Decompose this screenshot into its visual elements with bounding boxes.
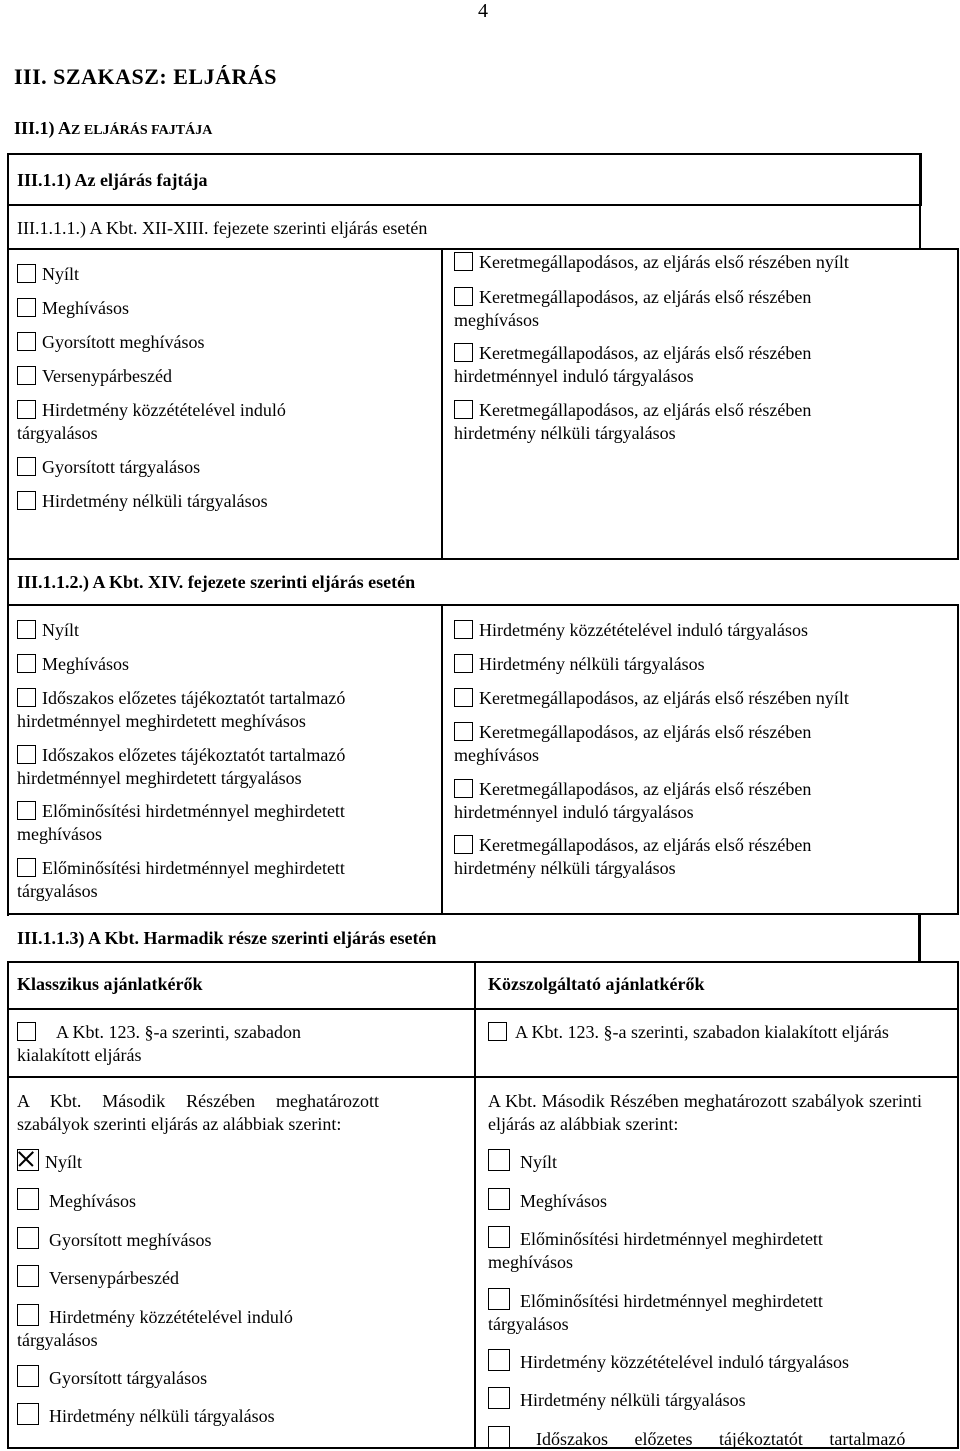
left-second-part-text: A Kbt. Második Részében meghatározott szabályok szerinti eljárás az alábbiak szerint: (17, 1091, 379, 1134)
right-list-item[interactable]: Hirdetmény közzétételével induló tárgyalásos (488, 1349, 849, 1374)
subsection-title: III.1) AZ ELJÁRÁS FAJTÁJA (14, 118, 213, 138)
checkbox-icon[interactable] (488, 1426, 510, 1448)
checkbox-icon[interactable] (17, 1265, 39, 1287)
checkbox-icon[interactable] (488, 1188, 510, 1210)
checkbox-icon[interactable] (454, 287, 473, 306)
checkbox-icon[interactable] (454, 779, 473, 798)
checkbox-icon[interactable] (488, 1288, 510, 1310)
right-list-item[interactable]: Nyílt (488, 1149, 557, 1174)
checkbox-icon[interactable] (454, 400, 473, 419)
checkbox-icon[interactable] (488, 1387, 510, 1409)
s1112-right-item[interactable]: Hirdetmény közzétételével induló tárgyalásos (454, 619, 808, 642)
checkbox-icon[interactable] (17, 1304, 39, 1326)
s1111-right-item[interactable]: Keretmegállapodásos, az eljárás első részében nyílt (454, 251, 849, 274)
left-list-item[interactable]: Hirdetmény közzétételével induló tárgyalásos (17, 1304, 293, 1352)
checkbox-icon[interactable] (17, 264, 36, 283)
s1112-left-item[interactable]: Időszakos előzetes tájékoztatót tartalmazó hirdetménnyel meghirdetett meghívásos (17, 688, 346, 731)
checkbox-icon[interactable] (17, 1365, 39, 1387)
checkbox-icon[interactable] (17, 1188, 39, 1210)
checkbox-icon[interactable] (17, 491, 36, 510)
s1112-right-item[interactable]: Keretmegállapodásos, az eljárás első részében hirdetménnyel induló tárgyalásos (454, 779, 812, 822)
checkbox-icon[interactable] (17, 620, 36, 639)
s111-title: III.1.1) Az eljárás fajtája (17, 170, 208, 190)
s1112-left-item[interactable]: Meghívásos (17, 653, 129, 676)
col-left-header: Klasszikus ajánlatkérők (17, 974, 203, 994)
checkbox-icon[interactable] (17, 1403, 39, 1425)
right-list-item[interactable]: Hirdetmény nélküli tárgyalásos (488, 1387, 746, 1412)
s1111-left-item[interactable]: Gyorsított tárgyalásos (17, 456, 200, 479)
checkbox-icon[interactable] (17, 1227, 39, 1249)
right-list-item[interactable]: Időszakos előzetes tájékoztatót tartalmazó (488, 1426, 924, 1451)
s1112-right-item[interactable]: Keretmegállapodásos, az eljárás első részében meghívásos (454, 722, 812, 765)
right-list-item[interactable]: Előminősítési hirdetménnyel meghirdetett tárgyalásos (488, 1288, 823, 1336)
s1111-left-item[interactable]: Meghívásos (17, 297, 129, 320)
checkbox-icon[interactable] (454, 688, 473, 707)
checkbox-icon[interactable] (17, 400, 36, 419)
col-right-header: Közszolgáltató ajánlatkérők (488, 974, 705, 994)
checkbox-icon[interactable] (17, 332, 36, 351)
s1111-right-item[interactable]: Keretmegállapodásos, az eljárás első részében hirdetménnyel induló tárgyalásos (454, 343, 812, 386)
checkbox-icon[interactable] (488, 1226, 510, 1248)
right-list-item[interactable]: Meghívásos (488, 1188, 607, 1213)
s1112-right-item[interactable]: Keretmegállapodásos, az eljárás első részében hirdetmény nélküli tárgyalásos (454, 835, 812, 878)
right-second-part-text: A Kbt. Második Részében meghatározott szabályok szerinti eljárás az alábbiak szerint: (488, 1091, 922, 1134)
checkbox-icon[interactable] (454, 343, 473, 362)
s1111-left-item[interactable]: Gyorsított meghívásos (17, 331, 205, 354)
right-list-item[interactable]: Előminősítési hirdetménnyel meghirdetett meghívásos (488, 1226, 823, 1274)
s1112-left-item[interactable]: Előminősítési hirdetménnyel meghirdetett meghívásos (17, 801, 345, 844)
checkbox-icon[interactable] (454, 654, 473, 673)
page-number: 4 (478, 0, 488, 22)
checkbox-icon[interactable] (17, 1022, 36, 1041)
checkbox-icon[interactable] (454, 252, 473, 271)
left-list-item[interactable]: Nyílt (17, 1149, 82, 1174)
s1111-right-item[interactable]: Keretmegállapodásos, az eljárás első részében meghívásos (454, 287, 812, 330)
s1111-left-item[interactable]: Versenypárbeszéd (17, 365, 172, 388)
checkbox-icon[interactable] (17, 688, 36, 707)
left-list-item[interactable]: Gyorsított meghívásos (17, 1227, 212, 1252)
s1113-title: III.1.1.3) A Kbt. Harmadik része szerinti eljárás esetén (17, 928, 437, 948)
s1112-left-item[interactable]: Időszakos előzetes tájékoztatót tartalmazó hirdetménnyel meghirdetett tárgyalásos (17, 745, 346, 788)
left-list-item[interactable]: Hirdetmény nélküli tárgyalásos (17, 1403, 275, 1428)
checkbox-icon[interactable] (488, 1022, 507, 1041)
checkbox-icon[interactable] (454, 722, 473, 741)
s1111-title: III.1.1.1.) A Kbt. XII-XIII. fejezete szerinti eljárás esetén (17, 218, 428, 238)
left-list-item[interactable]: Versenypárbeszéd (17, 1265, 179, 1290)
section-title: III. SZAKASZ: ELJÁRÁS (14, 64, 277, 89)
checkbox-icon[interactable] (17, 745, 36, 764)
s1112-right-item[interactable]: Hirdetmény nélküli tárgyalásos (454, 653, 705, 676)
s1112-left-item[interactable]: Nyílt (17, 619, 79, 642)
checkbox-icon[interactable] (488, 1149, 510, 1171)
checkbox-icon[interactable] (488, 1349, 510, 1371)
checkbox-icon[interactable] (454, 835, 473, 854)
s1111-right-item[interactable]: Keretmegállapodásos, az eljárás első részében hirdetmény nélküli tárgyalásos (454, 400, 812, 443)
right-free-procedure[interactable]: A Kbt. 123. §-a szerinti, szabadon kialakított eljárás (488, 1021, 889, 1044)
left-list-item[interactable]: Meghívásos (17, 1188, 136, 1213)
checkbox-icon[interactable] (17, 457, 36, 476)
checkbox-icon[interactable] (17, 366, 36, 385)
checkbox-icon[interactable] (17, 654, 36, 673)
s1111-left-item[interactable]: Hirdetmény közzétételével induló tárgyalásos (17, 400, 286, 443)
s1112-left-item[interactable]: Előminősítési hirdetménnyel meghirdetett tárgyalásos (17, 858, 345, 901)
s1112-right-item[interactable]: Keretmegállapodásos, az eljárás első részében nyílt (454, 687, 849, 710)
s1111-left-item[interactable]: Nyílt (17, 263, 79, 286)
checkbox-checked-icon[interactable] (17, 1149, 39, 1171)
left-list-item[interactable]: Gyorsított tárgyalásos (17, 1365, 207, 1390)
checkbox-icon[interactable] (17, 801, 36, 820)
checkbox-icon[interactable] (17, 858, 36, 877)
checkbox-icon[interactable] (17, 298, 36, 317)
checkbox-icon[interactable] (454, 620, 473, 639)
left-free-procedure[interactable]: A Kbt. 123. §-a szerinti, szabadon kialakított eljárás (17, 1022, 301, 1065)
s1112-title: III.1.1.2.) A Kbt. XIV. fejezete szerinti eljárás esetén (17, 572, 416, 592)
s1111-left-item[interactable]: Hirdetmény nélküli tárgyalásos (17, 490, 268, 513)
